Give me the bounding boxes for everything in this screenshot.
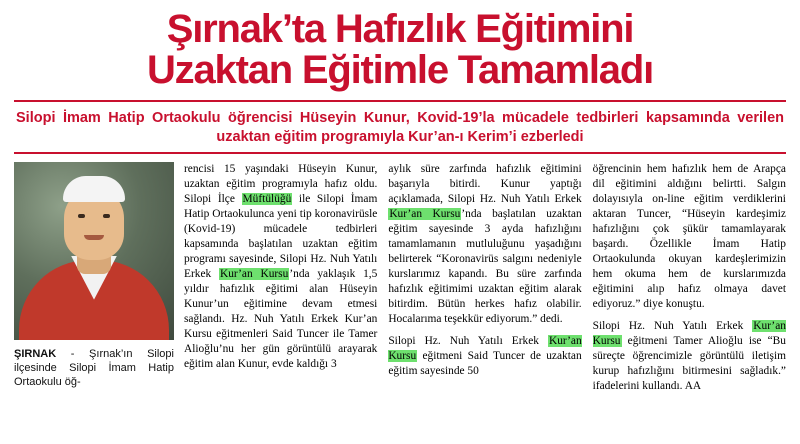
headline-line-1: Şırnak’ta Hafızlık Eğitimini [166,7,634,51]
highlighted-term: Kur’an Kursu [220,267,289,280]
article-text-run: aylık süre zarfında hafızlık eğitimini başarıyla bitirdi. Kunur yaptığı açıklamada, Silopi Hz. Nuh Yatılı Erkek [388,162,582,205]
student-portrait-photo [14,162,174,340]
photo-eye-left [78,214,85,218]
divider-below-subhead [14,152,786,154]
photo-caption-place: ŞIRNAK [14,347,57,360]
article-text-run: ’nda başlatılan uzaktan eğitim sayesinde 3 ayda hafızlığını tamamlamanın mutluluğunu yaşadığını belirterek “Koronavirüs salgını nedeniyle kurslarımız kapandı. Bu süre zarfında hafızlık eğitimimi uzaktan eğitim alarak bitirdim. Bütün herkes hafız olabilir. Hocalarıma teşekkür ediyorum.” dedi. [388,207,582,326]
photo-prayer-cap [63,176,125,202]
article-paragraph [184,162,377,373]
photo-mouth [84,235,104,240]
photo-column [14,162,174,390]
page-title [14,7,786,93]
photo-caption [14,347,174,390]
article-paragraph [593,319,786,394]
highlighted-term: Kur’an Kursu [592,320,786,348]
highlighted-term: Kur’an Kursu [388,335,582,363]
article-text-run: ile Silopi İmam Hatip Ortaokulunca yeni tip koronavirüsle (Kovid-19) mücadele tedbirleri kapsamında başlatılan uzaktan eğitim programı sayesinde, Silopi Hz. Nuh Yatılı Erkek [184,192,378,280]
article-text-run: Silopi Hz. Nuh Yatılı Erkek [388,335,548,348]
article-paragraph [593,162,786,312]
article-text-run: ’nda yaklaşık 1,5 yıldır hafızlık eğitimi alan Hüseyin Kunur’un eğitimine devam etmesi sağlandı. Hz. Nuh Yatılı Erkek Kur’an Kursu eğitmenleri Said Tuncer ile Tamer Alioğlu’nu her gün görüntülü arayarak eğitim alan Kunur, evde kaldığı 3 [184,267,378,371]
article-subheadline: Silopi İmam Hatip Ortaokulu öğrencisi Hüseyin Kunur, Kovid-19’la mücadele tedbirleri kapsamında verilen uzaktan eğitim programıyla Kur’an-ı Kerim’i ezberledi [16,110,784,145]
highlighted-term: Müftülüğü [242,192,292,205]
article-column-3 [593,162,786,402]
highlighted-term: Kur’an Kursu [389,207,461,220]
article-text-run: eğitmeni Said Tuncer de uzaktan eğitim sayesinde 50 [388,350,582,378]
article-paragraph [388,334,581,379]
text-columns [184,162,786,402]
photo-caption-text: - Şırnak’ın Silopi ilçesinde Silopi İmam Hatip Ortaokulu öğ- [14,347,174,389]
article-text-run: eğitmeni Tamer Alioğlu ise “Bu süreçte öğrencimizle görüntülü iletişim kurup hafızlığını bitirmesini sağladık.” ifadelerini kullandı. AA [592,335,786,393]
article-text-run: rencisi 15 yaşındaki Hüseyin Kunur, uzaktan eğitim programıyla hafız oldu. Silopi İlçe [184,162,378,205]
article-text-run: Silopi Hz. Nuh Yatılı Erkek [592,320,753,333]
divider-top [14,100,786,102]
article-body [14,162,786,402]
article-column-2 [388,162,581,402]
article-column-1 [184,162,377,402]
headline-line-2: Uzaktan Eğitimle Tamamladı [147,48,653,93]
article-text-run: öğrencinin hem hafızlık hem de Arapça dil eğitimini aldığını belirtti. Salgın dolayısıyla on-line eğitim verdiklerini aktaran Tuncer, “Hüseyin kardeşimiz hafızlığını çok şükür tamamlayarak başardı. Özellikle İmam Hatip Ortaokulunda okuyan kardeşlerimizin hem okuma hem de kurslarımızda eğitimini alıp hafız olmaya davet ediyoruz.” diye konuştu. [592,162,786,311]
photo-eye-right [103,214,110,218]
article-paragraph [388,162,581,328]
